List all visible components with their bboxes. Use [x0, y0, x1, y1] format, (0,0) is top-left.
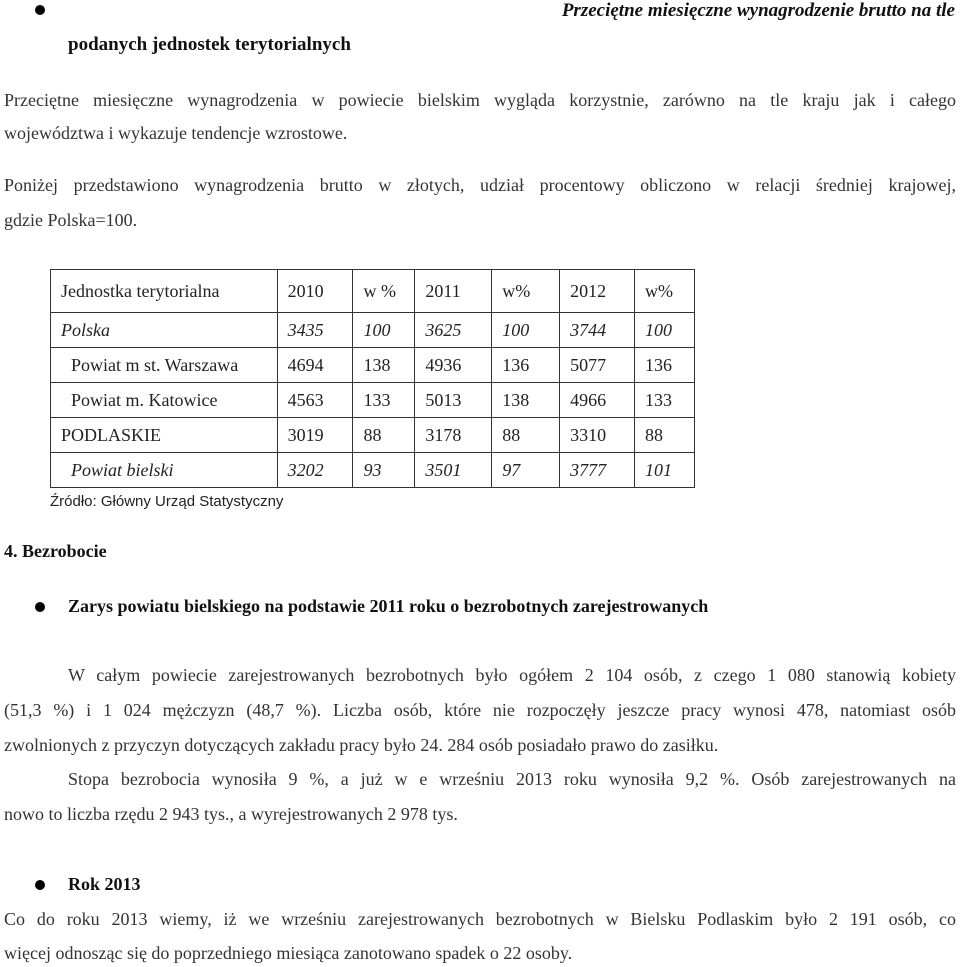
table-cell: 3744 [560, 313, 635, 348]
intro-p1-line2: województwa i wykazuje tendencje wzrostowe. [4, 123, 348, 143]
table-cell: 3019 [277, 418, 353, 453]
table-header-cell: 2011 [415, 270, 492, 313]
table-cell: Powiat bielski [51, 453, 278, 488]
table-cell: 5077 [560, 348, 635, 383]
rok-2013-line1: Co do roku 2013 wiemy, iż we wrześniu zarejestrowanych bezrobotnych w Bielsku Podlaskim było 2 191 osób, co [4, 909, 956, 929]
wages-table [50, 269, 695, 488]
table-cell: 97 [492, 453, 560, 488]
intro-p1-line1: Przeciętne miesięczne wynagrodzenia w powiecie bielskim wygląda korzystnie, zarówno na tle kraju jak i całego [4, 90, 956, 110]
table-cell: Powiat m. Katowice [51, 383, 278, 418]
table-cell: 4694 [277, 348, 353, 383]
table-header-cell: 2010 [277, 270, 353, 313]
table-source-note: Źródło: Główny Urząd Statystyczny [50, 493, 284, 510]
table-cell: Polska [51, 313, 278, 348]
table-cell: 88 [635, 418, 695, 453]
table-cell: 5013 [415, 383, 492, 418]
section-4-p1-line1: W całym powiecie zarejestrowanych bezrobotnych było ogółem 2 104 osób, z czego 1 080 stanowią kobiety [68, 665, 956, 685]
table-header-cell: w % [353, 270, 415, 313]
table-row [51, 313, 695, 348]
table-cell: 136 [635, 348, 695, 383]
bullet-icon [35, 5, 45, 15]
intro-p2-line2: gdzie Polska=100. [4, 210, 138, 230]
table-cell: 4563 [277, 383, 353, 418]
rok-2013-title: Rok 2013 [68, 874, 141, 894]
table-header-cell: 2012 [560, 270, 635, 313]
intro-p2-line1: Poniżej przedstawiono wynagrodzenia brutto w złotych, udział procentowy obliczono w relacji średniej krajowej, [4, 175, 956, 195]
table-row [51, 383, 695, 418]
bullet-icon [35, 602, 45, 612]
table-header-row [51, 270, 695, 313]
table-cell: 4936 [415, 348, 492, 383]
table-cell: 3202 [277, 453, 353, 488]
section-4-title: 4. Bezrobocie [4, 541, 107, 561]
table-cell: 100 [635, 313, 695, 348]
table-cell: 101 [635, 453, 695, 488]
table-header-cell: w% [635, 270, 695, 313]
section-4-p1-line2: (51,3 %) i 1 024 mężczyzn (48,7 %). Liczba osób, które nie rozpoczęły jeszcze pracy wynosi 478, natomiast osób [4, 700, 956, 720]
table-cell: 133 [353, 383, 415, 418]
table-cell: 100 [492, 313, 560, 348]
table-cell: 136 [492, 348, 560, 383]
table-cell: 3435 [277, 313, 353, 348]
table-cell: PODLASKIE [51, 418, 278, 453]
section-4-p2-line2: nowo to liczba rzędu 2 943 tys., a wyrejestrowanych 2 978 tys. [4, 804, 458, 824]
section-heading-line1: Przeciętne miesięczne wynagrodzenie brutto na tle [561, 0, 955, 21]
table-row [51, 348, 695, 383]
section-heading-line2: podanych jednostek terytorialnych [68, 34, 351, 55]
table-cell: 100 [353, 313, 415, 348]
rok-2013-line2: więcej odnosząc się do poprzedniego miesiąca zanotowano spadek o 22 osoby. [4, 943, 573, 963]
table-header-cell: Jednostka terytorialna [51, 270, 278, 313]
table-cell: 133 [635, 383, 695, 418]
table-cell: 88 [353, 418, 415, 453]
table-cell: 138 [353, 348, 415, 383]
table-cell: 138 [492, 383, 560, 418]
table-cell: 3501 [415, 453, 492, 488]
table-cell: 3178 [415, 418, 492, 453]
table-cell: 93 [353, 453, 415, 488]
table-cell: Powiat m st. Warszawa [51, 348, 278, 383]
table-header-cell: w% [492, 270, 560, 313]
table-row [51, 453, 695, 488]
table-row [51, 418, 695, 453]
table-cell: 88 [492, 418, 560, 453]
table-cell: 4966 [560, 383, 635, 418]
table-cell: 3777 [560, 453, 635, 488]
section-4-subtitle: Zarys powiatu bielskiego na podstawie 2011 roku o bezrobotnych zarejestrowanych [68, 596, 709, 616]
table-cell: 3625 [415, 313, 492, 348]
bullet-icon [35, 880, 45, 890]
table-cell: 3310 [560, 418, 635, 453]
section-4-p2-line1: Stopa bezrobocia wynosiła 9 %, a już w e wrześniu 2013 roku wynosiła 9,2 %. Osób zarejestrowanych na [68, 769, 956, 789]
section-4-p1-line3: zwolnionych z przyczyn dotyczących zakładu pracy było 24. 284 osób posiadało prawo do zasiłku. [4, 735, 719, 755]
